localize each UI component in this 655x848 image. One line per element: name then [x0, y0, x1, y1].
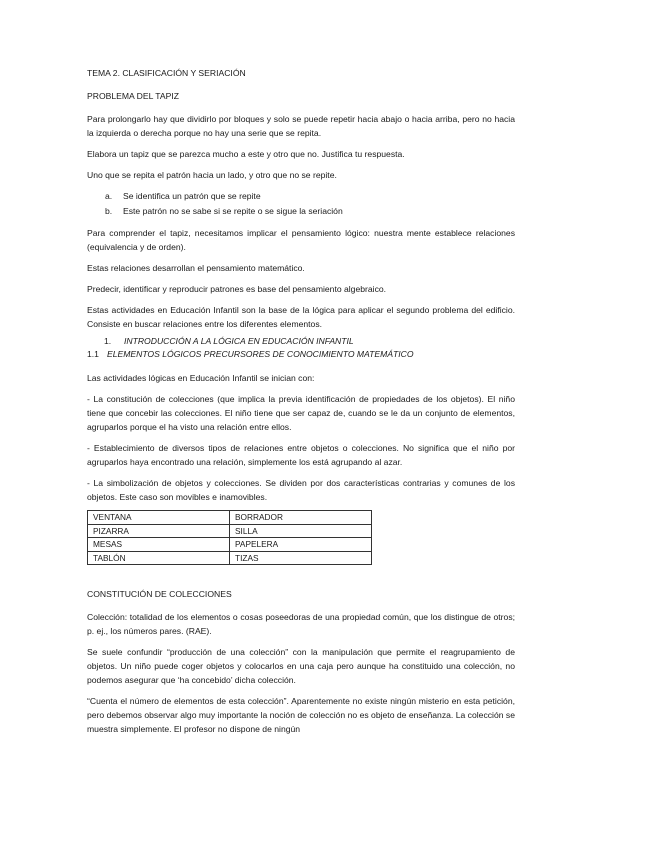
paragraph: “Cuenta el número de elementos de esta colección”. Aparentemente no existe ningún misterio en esta petición, pero debemos observar algo muy importante la noción de colección no es objeto de enseñanza. La colección se muestra simplemente. El profesor no dispone de ningún [87, 696, 515, 735]
objects-table [87, 510, 372, 565]
table-row [88, 551, 372, 565]
paragraph: Se suele confundir “producción de una colección” con la manipulación que permite el reagrupamiento de objetos. Un niño puede coger objetos y colocarlos en una caja pero aunque ha constituido una colección, no podemos asegurar que ‘ha concebido’ dicha colección. [87, 647, 515, 686]
lettered-list [87, 189, 515, 219]
section-heading: CONSTITUCIÓN DE COLECCIONES [87, 589, 232, 600]
section-title: INTRODUCCIÓN A LA LÓGICA EN EDUCACIÓN INFANTIL [124, 336, 354, 346]
list-item-text: Este patrón no se sabe si se repite o se sigue la seriación [123, 206, 343, 216]
list-marker: b. [105, 206, 113, 216]
paragraph: Uno que se repita el patrón hacia un lado, y otro que no se repite. [87, 170, 337, 180]
list-marker: a. [105, 191, 113, 201]
table-cell: SILLA [230, 524, 372, 538]
paragraph: Estas actividades en Educación Infantil son la base de la lógica para aplicar el segundo problema del edificio. Consiste en buscar relaciones entre los diferentes elementos. [87, 305, 515, 329]
table-row [88, 511, 372, 525]
paragraph: - La simbolización de objetos y colecciones. Se dividen por dos características contrarias y comunes de los objetos. Este caso son movibles e inamovibles. [87, 478, 515, 502]
problem-heading: PROBLEMA DEL TAPIZ [87, 91, 180, 101]
paragraph: Colección: totalidad de los elementos o cosas poseedoras de una propiedad común, que los distingue de otros; p. ej., los números pares. (RAE). [87, 612, 515, 637]
paragraph: - Establecimiento de diversos tipos de relaciones entre objetos o colecciones. No significa que el niño por agruparlos haya encontrado una relación, simplemente los está agrupando al azar. [87, 443, 515, 467]
table-cell: TABLÓN [88, 551, 230, 565]
section-number: 1.1 [87, 349, 99, 359]
paragraph: Predecir, identificar y reproducir patrones es base del pensamiento algebraico. [87, 284, 387, 294]
table-row [88, 538, 372, 552]
document-title: TEMA 2. CLASIFICACIÓN Y SERIACIÓN [87, 68, 246, 78]
paragraph: Estas relaciones desarrollan el pensamiento matemático. [87, 263, 305, 273]
table-row [88, 524, 372, 538]
paragraph: Las actividades lógicas en Educación Infantil se inician con: [87, 373, 315, 383]
table-cell: MESAS [88, 538, 230, 552]
paragraph: Para comprender el tapiz, necesitamos implicar el pensamiento lógico: nuestra mente establece relaciones (equivalencia y de orden). [87, 228, 515, 252]
list-item-text: Se identifica un patrón que se repite [123, 191, 261, 201]
paragraph: Elabora un tapiz que se parezca mucho a este y otro que no. Justifica tu respuesta. [87, 149, 405, 159]
paragraph: - La constitución de colecciones (que implica la previa identificación de propiedades de los objetos). El niño tiene que concebir las colecciones. El niño tiene que ser capaz de, cuando se le da un conjunto de elementos, agruparlos porque el ha visto una relación entre ellos. [87, 394, 515, 432]
document-page [87, 66, 515, 743]
table-cell: PIZARRA [88, 524, 230, 538]
subsection-heading [87, 348, 515, 361]
section-number: 1. [104, 336, 112, 346]
table-cell: PAPELERA [230, 538, 372, 552]
section-title: ELEMENTOS LÓGICOS PRECURSORES DE CONOCIMIENTO MATEMÁTICO [107, 349, 414, 359]
section-heading [87, 335, 515, 348]
table-cell: TIZAS [230, 551, 372, 565]
list-item [87, 189, 515, 204]
list-item [87, 204, 515, 219]
paragraph: Para prolongarlo hay que dividirlo por bloques y solo se puede repetir hacia abajo o hacia arriba, pero no hacia la izquierda o derecha porque no hay una serie que se repita. [87, 114, 515, 138]
table-cell: BORRADOR [230, 511, 372, 525]
table-cell: VENTANA [88, 511, 230, 525]
